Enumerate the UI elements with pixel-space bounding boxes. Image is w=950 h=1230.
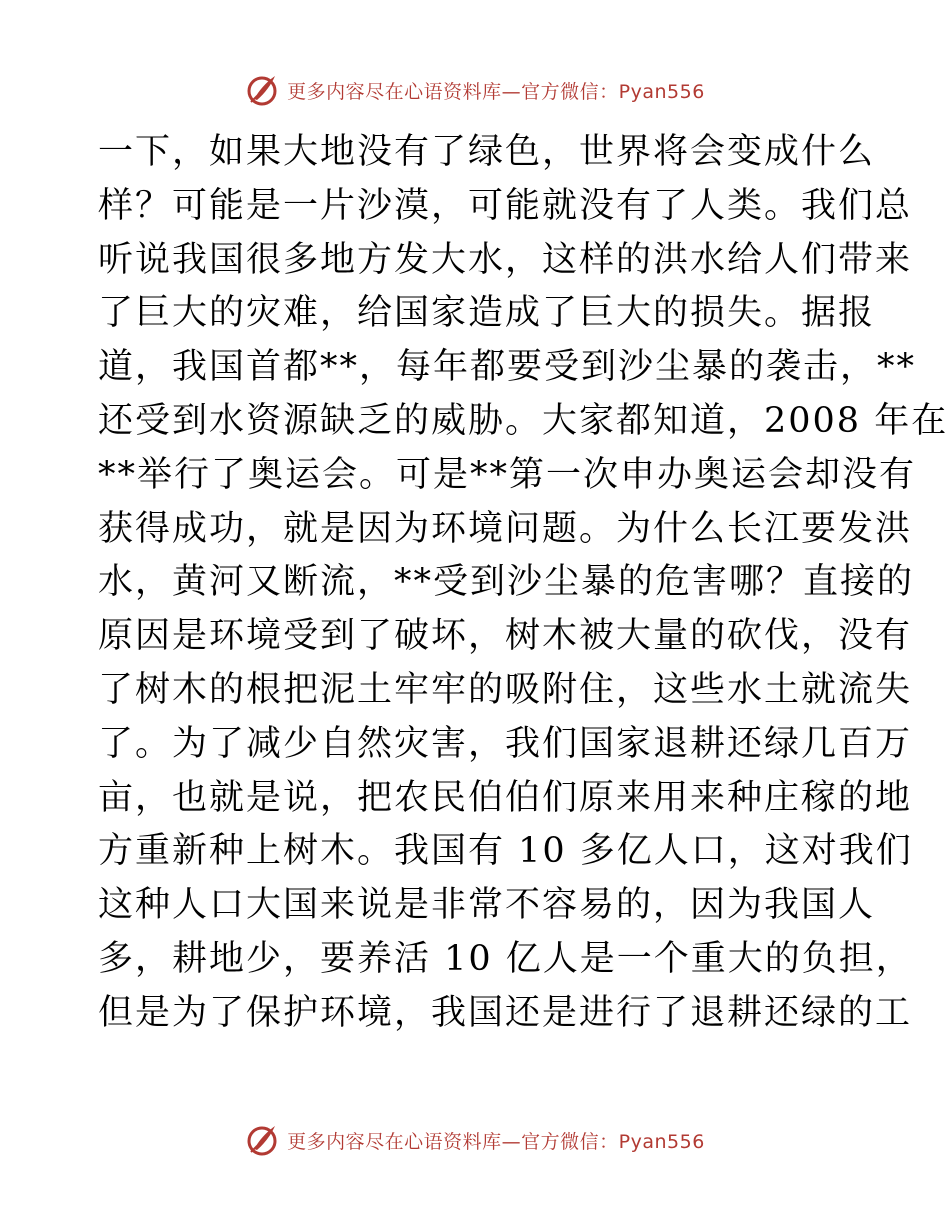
text-line: 还受到水资源缺乏的威胁。大家都知道，2008 年在 [98,400,949,441]
text-line: 样？可能是一片沙漠，可能就没有了人类。我们总 [98,185,913,226]
text-line: 原因是环境受到了破坏，树木被大量的砍伐，没有 [98,616,913,657]
text-line: 道，我国首都**，每年都要受到沙尘暴的袭击，** [98,347,917,388]
text-line: 方重新种上树木。我国有 10 多亿人口，这对我们 [98,831,913,872]
header-watermark-text: 更多内容尽在心语资料库—官方微信：Pyan556 [287,80,705,103]
text-line: 获得成功，就是因为环境问题。为什么长江要发洪 [98,508,913,549]
document-body [98,126,949,1041]
text-line: 多，耕地少，要养活 10 亿人是一个重大的负担， [98,938,913,979]
text-line: 亩，也就是说，把农民伯伯们原来用来种庄稼的地 [98,777,913,818]
text-line: 这种人口大国来说是非常不容易的，因为我国人 [98,885,876,926]
text-line: 水，黄河又断流，**受到沙尘暴的危害哪？直接的 [98,562,915,603]
text-line: 了树木的根把泥土牢牢的吸附住，这些水土就流失 [98,669,913,710]
footer-watermark-banner [0,1120,950,1160]
footer-watermark-text: 更多内容尽在心语资料库—官方微信：Pyan556 [287,1130,705,1153]
feather-pen-logo-icon [245,1123,279,1157]
feather-pen-logo-icon [245,73,279,107]
text-line: 一下，如果大地没有了绿色，世界将会变成什么 [98,132,876,172]
text-line: **举行了奥运会。可是**第一次申办奥运会却没有 [98,454,917,495]
text-line: 了。为了减少自然灾害，我们国家退耕还绿几百万 [98,723,913,764]
text-line: 但是为了保护环境，我国还是进行了退耕还绿的工 [98,992,913,1033]
text-line: 了巨大的灾难，给国家造成了巨大的损失。据报 [98,293,876,334]
text-line: 听说我国很多地方发大水，这样的洪水给人们带来 [98,239,913,280]
header-watermark-banner [0,70,950,110]
